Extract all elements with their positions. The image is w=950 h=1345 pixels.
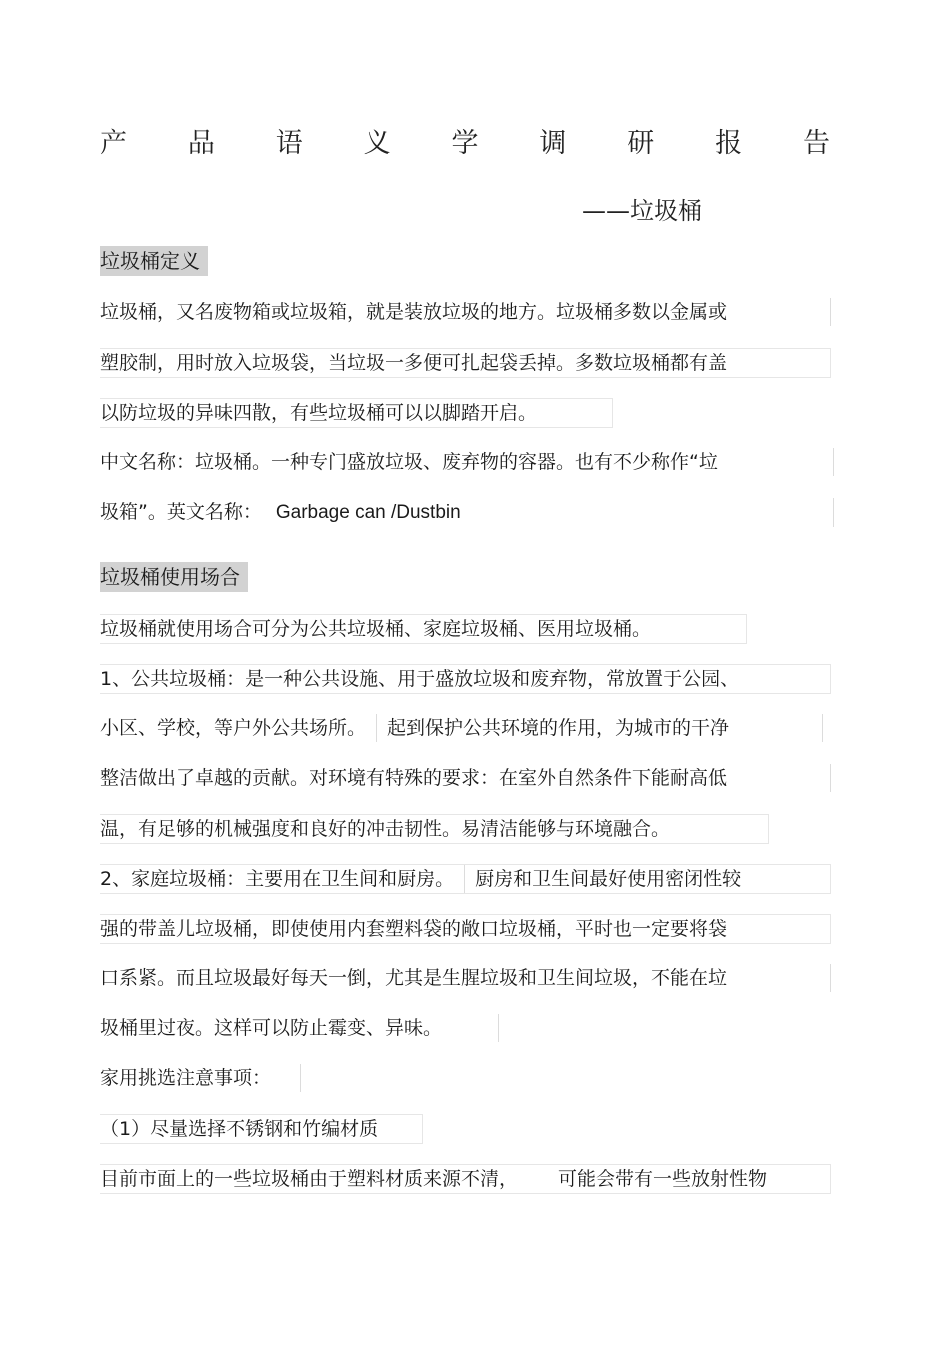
document-title xyxy=(100,124,830,164)
section-heading-usage: 垃圾桶使用场合 xyxy=(100,562,248,592)
document-subtitle: ——垃圾桶 xyxy=(582,197,702,225)
paragraph-line: （1）尽量选择不锈钢和竹编材质 xyxy=(100,1114,423,1144)
section-heading-definition: 垃圾桶定义 xyxy=(100,246,208,276)
english-name: Garbage can /Dustbin xyxy=(275,502,461,523)
paragraph-line: 塑胶制，用时放入垃圾袋，当垃圾一多便可扎起袋丢掉。多数垃圾桶都有盖 xyxy=(100,348,831,378)
line-segment: 可能会带有一些放射性物 xyxy=(558,1168,768,1190)
paragraph-line xyxy=(100,714,823,742)
line-segment: 2、家庭垃圾桶：主要用在卫生间和厨房。 xyxy=(100,868,455,890)
paragraph-line: 以防垃圾的异味四散，有些垃圾桶可以以脚踏开启。 xyxy=(100,398,613,428)
paragraph-line: 中文名称：垃圾桶。一种专门盛放垃圾、废弃物的容器。也有不少称作“垃 xyxy=(100,448,834,476)
line-segment: 小区、学校，等户外公共场所。 xyxy=(100,717,367,739)
title-char: 语 xyxy=(275,128,303,159)
title-char: 调 xyxy=(539,128,567,159)
paragraph-line: 家用挑选注意事项： xyxy=(100,1064,301,1092)
paragraph-line: 垃圾桶，又名废物箱或垃圾箱，就是装放垃圾的地方。垃圾桶多数以金属或 xyxy=(100,298,831,326)
title-char: 义 xyxy=(363,128,391,159)
title-char: 报 xyxy=(715,128,743,159)
paragraph-line xyxy=(100,1164,831,1194)
paragraph-line xyxy=(100,864,831,894)
paragraph-line: 口系紧。而且垃圾最好每天一倒，尤其是生腥垃圾和卫生间垃圾，不能在垃 xyxy=(100,964,831,992)
line-gap xyxy=(464,865,465,893)
line-segment: 起到保护公共环境的作用，为城市的干净 xyxy=(387,717,730,739)
title-char: 产 xyxy=(100,128,127,159)
title-char: 研 xyxy=(627,128,655,159)
paragraph-line: 温，有足够的机械强度和良好的冲击韧性。易清洁能够与环境融合。 xyxy=(100,814,769,844)
title-char: 学 xyxy=(451,128,479,159)
line-gap xyxy=(376,714,377,742)
line-segment: 圾箱”。英文名称： xyxy=(100,501,262,523)
title-char: 品 xyxy=(187,128,215,159)
line-segment: 厨房和卫生间最好使用密闭性较 xyxy=(475,868,742,890)
paragraph-line: 圾桶里过夜。这样可以防止霉变、异味。 xyxy=(100,1014,499,1042)
paragraph-line: 1、公共垃圾桶：是一种公共设施、用于盛放垃圾和废弃物，常放置于公园、 xyxy=(100,664,831,694)
paragraph-line: 垃圾桶就使用场合可分为公共垃圾桶、家庭垃圾桶、医用垃圾桶。 xyxy=(100,614,747,644)
title-char: 告 xyxy=(803,128,830,159)
paragraph-line: 整洁做出了卓越的贡献。对环境有特殊的要求：在室外自然条件下能耐高低 xyxy=(100,764,831,792)
paragraph-line: 强的带盖儿垃圾桶，即使使用内套塑料袋的敞口垃圾桶，平时也一定要将袋 xyxy=(100,914,831,944)
line-segment: 目前市面上的一些垃圾桶由于塑料材质来源不清， xyxy=(100,1168,519,1190)
paragraph-line xyxy=(100,498,834,527)
